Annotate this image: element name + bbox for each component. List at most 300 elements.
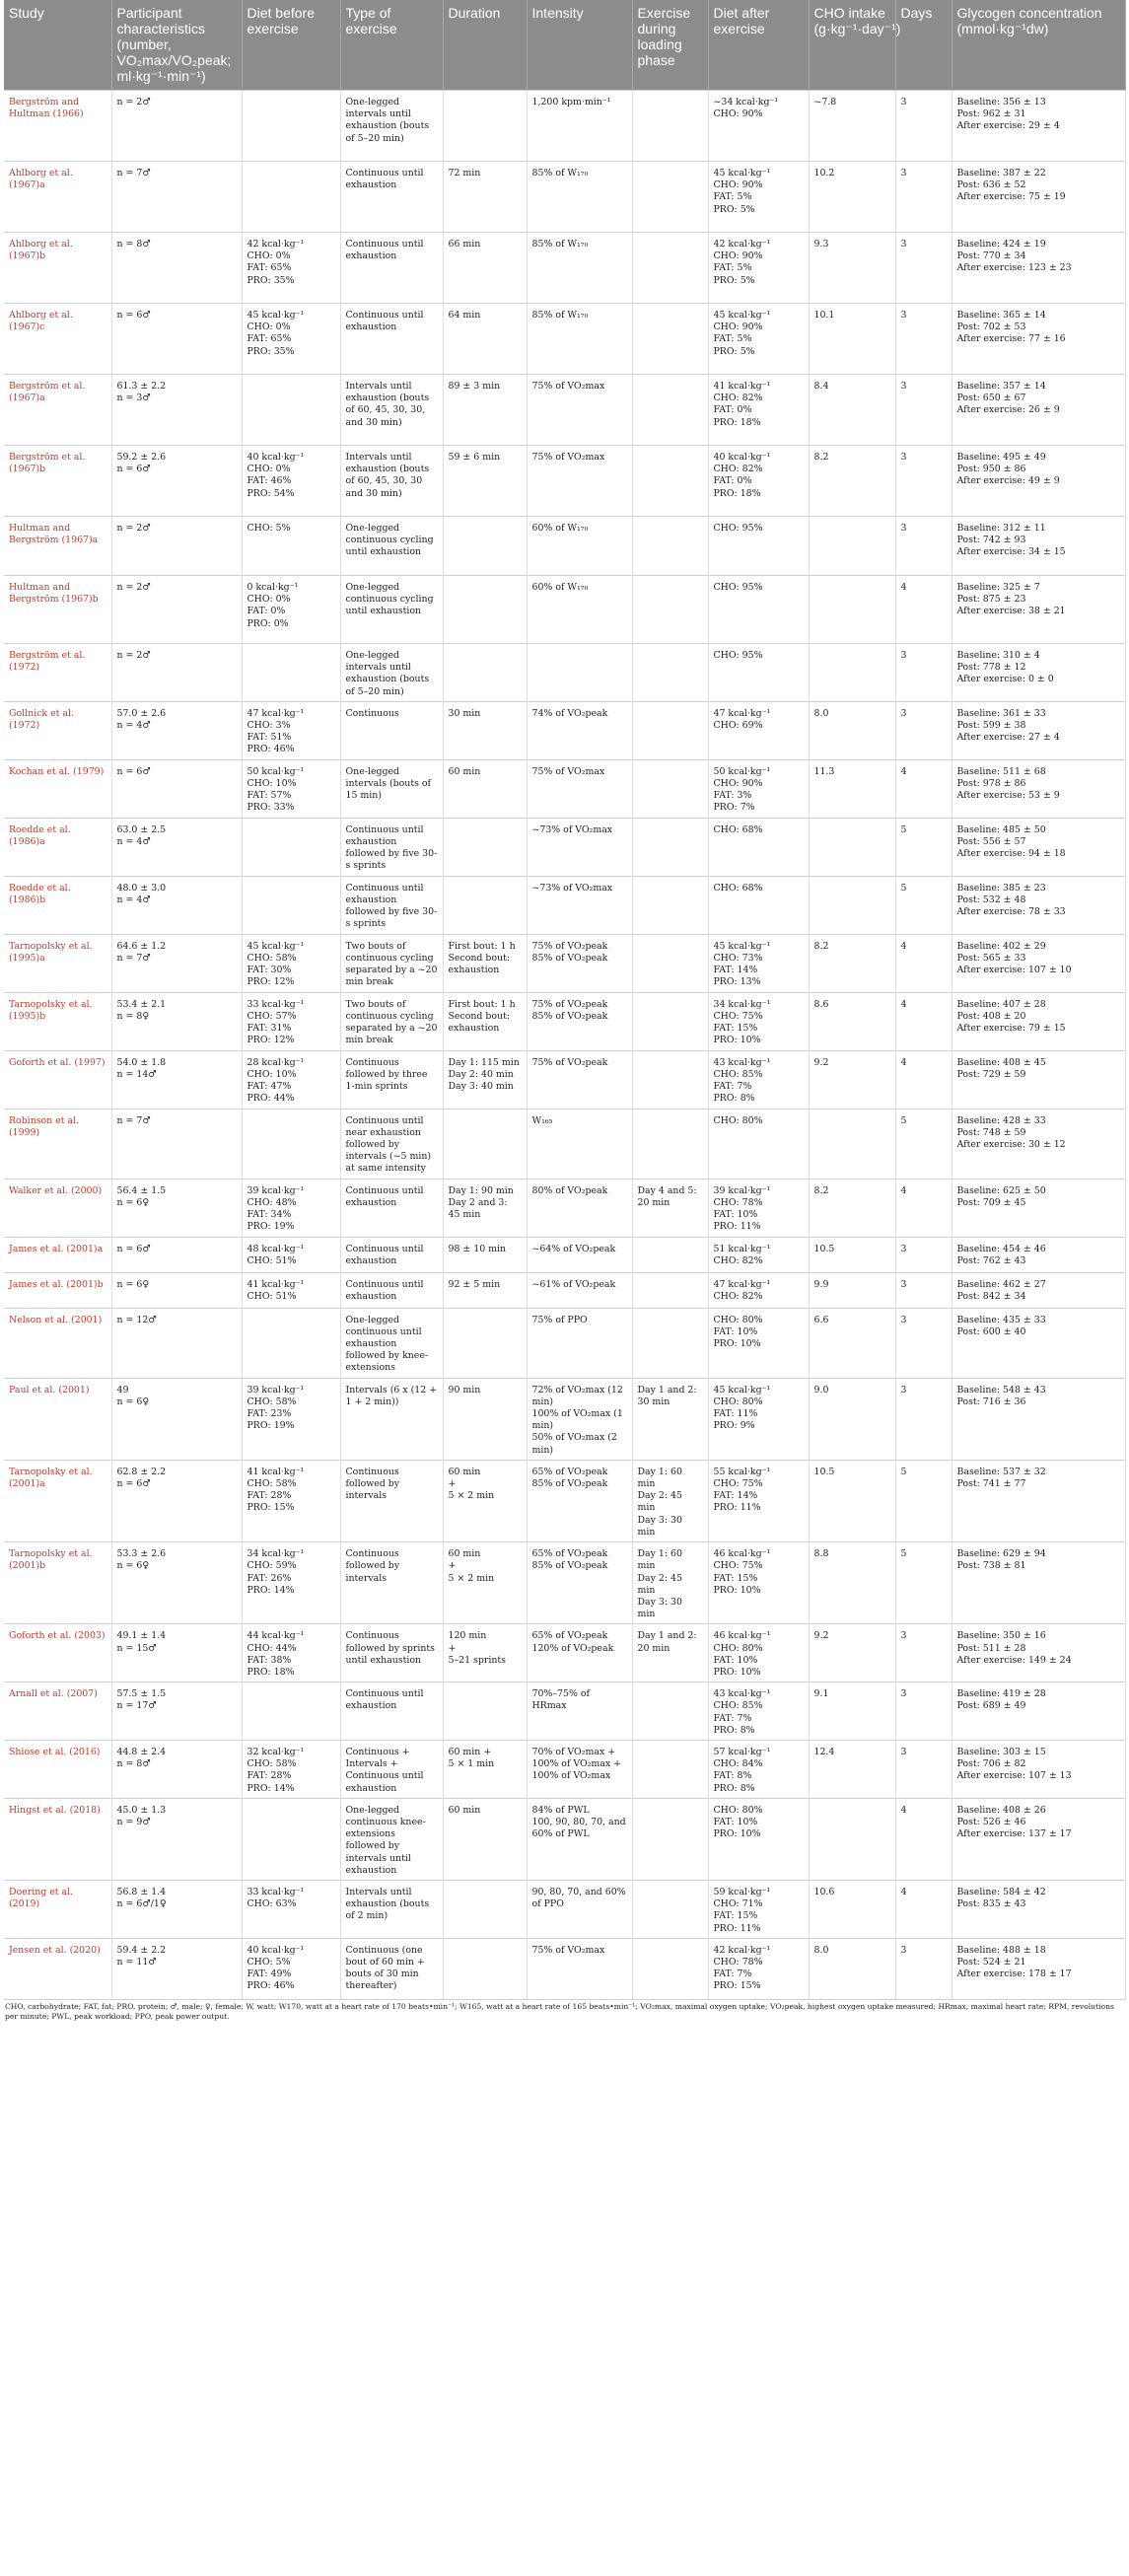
cell-line: 84% of PWL — [531, 1804, 590, 1816]
cell-line: 90, 80, 70, and 60% of PPO — [531, 1886, 626, 1910]
cell-line: CHO: 78% — [713, 1196, 763, 1208]
cell-glycogen — [952, 91, 1125, 162]
cell-line: CHO: 48% — [247, 1196, 297, 1208]
cell-line: 46 kcal·kg⁻¹ — [713, 1548, 771, 1560]
cell-line: FAT: 23% — [247, 1408, 292, 1420]
cell-line: PRO: 46% — [247, 744, 295, 755]
cell-line: 41 kcal·kg⁻¹ — [713, 381, 771, 392]
table-row — [4, 1880, 1125, 1938]
cell-days — [895, 446, 952, 517]
cell-line: n = 8♀ — [116, 1010, 150, 1022]
cell-diet-before — [242, 1682, 340, 1741]
cell-diet-after — [708, 934, 809, 992]
cell-study — [4, 759, 111, 818]
cell-diet-before — [242, 934, 340, 992]
table-row — [4, 446, 1125, 517]
table-row — [4, 517, 1125, 576]
cell-study — [4, 1880, 111, 1938]
cell-participants — [111, 1542, 242, 1624]
cell-line: 75% of PPO — [531, 1314, 588, 1325]
cell-glycogen — [952, 446, 1125, 517]
cell-line: 1,200 kpm·min⁻¹ — [531, 97, 611, 107]
cell-line: n = 4♂ — [116, 835, 151, 847]
cell-line: First bout: 1 h — [448, 940, 516, 952]
cell-intensity — [527, 1378, 632, 1460]
cell-line: FAT: 15% — [713, 1023, 758, 1035]
table-row — [4, 1938, 1125, 1999]
cell-intensity — [527, 1880, 632, 1938]
cell-line: Continuous until exhaustion — [345, 1184, 424, 1208]
cell-participants — [111, 876, 242, 934]
cell-line: 72% of VO₂max (12 min) — [531, 1384, 623, 1407]
cell-line: FAT: 26% — [247, 1572, 292, 1584]
cell-line: Post: 532 ± 48 — [956, 894, 1026, 905]
cell-duration — [443, 1880, 527, 1938]
cell-line: Post: 770 ± 34 — [956, 250, 1026, 262]
cell-line: Continuous (one bout of 60 min + bouts of 30 min thereafter) — [345, 1944, 425, 1992]
cell-study — [4, 1378, 111, 1460]
cell-line: Bergström and Hultman (1966) — [9, 97, 84, 120]
cell-line: Goforth et al. (1997) — [9, 1056, 106, 1068]
cell-line: CHO: 80% — [713, 1804, 763, 1816]
cell-line: Post: 526 ± 46 — [956, 1816, 1026, 1827]
cell-diet-after — [708, 1624, 809, 1682]
cell-line: n = 15♂ — [116, 1642, 157, 1654]
cell-line: Post: 565 ± 33 — [956, 952, 1026, 964]
table-row — [4, 375, 1125, 446]
cell-days — [895, 1740, 952, 1798]
cell-diet-after — [708, 517, 809, 576]
cell-line: PRO: 5% — [713, 274, 755, 286]
cell-line: 8.2 — [813, 1184, 829, 1196]
cell-line: PRO: 35% — [247, 345, 295, 357]
cell-line: CHO: 57% — [247, 1010, 297, 1022]
cell-line: Baseline: 312 ± 11 — [956, 523, 1046, 534]
cell-intensity — [527, 1682, 632, 1741]
cell-line: n = 2♂ — [116, 523, 151, 534]
cell-diet-after — [708, 233, 809, 304]
cell-duration — [443, 818, 527, 876]
cell-line: PRO: 54% — [247, 487, 295, 499]
cell-diet-before — [242, 1938, 340, 1999]
cell-line: 40 kcal·kg⁻¹ — [247, 1944, 305, 1956]
cell-line: 32 kcal·kg⁻¹ — [247, 1746, 305, 1757]
cell-line: 47 kcal·kg⁻¹ — [713, 707, 771, 719]
cell-line: 46 kcal·kg⁻¹ — [713, 1630, 771, 1642]
cell-line: FAT: 10% — [713, 1325, 758, 1337]
cell-glycogen — [952, 1542, 1125, 1624]
cell-glycogen — [952, 1624, 1125, 1682]
cell-diet-after — [708, 876, 809, 934]
cell-intensity — [527, 1938, 632, 1999]
cell-diet-after — [708, 818, 809, 876]
cell-line: Baseline: 454 ± 46 — [956, 1243, 1046, 1254]
cell-cho-intake — [809, 1237, 895, 1272]
cell-cho-intake — [809, 1542, 895, 1624]
cell-line: CHO: 82% — [713, 1290, 763, 1302]
cell-line: After exercise: 29 ± 4 — [956, 120, 1060, 132]
cell-loading-exercise — [632, 304, 708, 375]
cell-exercise-type — [340, 446, 443, 517]
cell-line: Continuous until exhaustion followed by five 30-s sprints — [345, 823, 438, 872]
cell-line: 89 ± 3 min — [448, 381, 501, 392]
cell-diet-before — [242, 1880, 340, 1938]
cell-glycogen — [952, 1272, 1125, 1308]
cell-line: 9.3 — [813, 239, 829, 250]
cell-line: Jensen et al. (2020) — [9, 1944, 101, 1956]
cell-glycogen — [952, 1938, 1125, 1999]
cell-line: 4 — [900, 1804, 907, 1816]
cell-line: PRO: 44% — [247, 1093, 295, 1105]
cell-line: 3 — [900, 310, 907, 321]
cell-line: 85% of VO₂peak — [531, 1010, 608, 1022]
cell-line: FAT: 38% — [247, 1654, 292, 1666]
cell-participants — [111, 1050, 242, 1109]
cell-line: Post: 748 ± 59 — [956, 1126, 1026, 1138]
cell-line: Post: 706 ± 82 — [956, 1758, 1026, 1770]
cell-line: PRO: 11% — [713, 1502, 761, 1514]
cell-line: n = 4♂ — [116, 720, 151, 732]
cell-diet-before — [242, 1272, 340, 1308]
cell-line: 75% of VO₂peak — [531, 998, 608, 1010]
cell-line: CHO: 85% — [713, 1068, 763, 1080]
cell-line: 70%–75% of HRmax — [531, 1688, 590, 1712]
cell-line: 50 kcal·kg⁻¹ — [713, 765, 771, 777]
cell-line: Tarnopolsky et al. (2001)a — [9, 1466, 93, 1490]
cell-line: PRO: 9% — [713, 1420, 755, 1432]
cell-glycogen — [952, 1050, 1125, 1109]
column-header-exercise-type: Type of exercise — [340, 0, 443, 91]
cell-line: 47 kcal·kg⁻¹ — [713, 1278, 771, 1290]
cell-line: Post: 875 ± 23 — [956, 594, 1026, 606]
cell-line: 3 — [900, 1243, 907, 1254]
cell-line: Baseline: 407 ± 28 — [956, 998, 1046, 1010]
cell-line: Robinson et al. (1999) — [9, 1114, 80, 1138]
cell-line: 3 — [900, 1314, 907, 1325]
cell-intensity — [527, 1308, 632, 1378]
cell-duration — [443, 1460, 527, 1541]
cell-line: 10.5 — [813, 1243, 835, 1254]
cell-line: ~73% of VO₂max — [531, 882, 613, 894]
cell-diet-after — [708, 576, 809, 644]
cell-line: Intervals until exhaustion (bouts of 2 min) — [345, 1886, 430, 1922]
cell-study — [4, 1740, 111, 1798]
cell-line: Continuous until exhaustion — [345, 1278, 424, 1302]
cell-days — [895, 304, 952, 375]
cell-intensity — [527, 576, 632, 644]
cell-line: FAT: 65% — [247, 262, 292, 274]
cell-days — [895, 375, 952, 446]
cell-line: Nelson et al. (2001) — [9, 1314, 103, 1325]
cell-line: CHO: 95% — [713, 523, 763, 534]
cell-line: Baseline: 408 ± 26 — [956, 1804, 1046, 1816]
cell-line: n = 3♂ — [116, 393, 151, 404]
cell-study — [4, 876, 111, 934]
cell-line: 3 — [900, 1630, 907, 1642]
cell-exercise-type — [340, 1237, 443, 1272]
header-row — [4, 0, 1125, 91]
cell-line: CHO: 95% — [713, 582, 763, 593]
cell-line: 28 kcal·kg⁻¹ — [247, 1056, 305, 1068]
cell-diet-after — [708, 1050, 809, 1109]
cell-line: Continuous until exhaustion — [345, 168, 424, 191]
cell-days — [895, 1050, 952, 1109]
cell-line: 4 — [900, 1056, 907, 1068]
cell-cho-intake — [809, 162, 895, 233]
cell-line: 34 kcal·kg⁻¹ — [247, 1548, 305, 1560]
cell-line: Day 1 and 2: 20 min — [637, 1630, 697, 1654]
table-row — [4, 1272, 1125, 1308]
cell-line: 12.4 — [813, 1746, 835, 1757]
cell-line: After exercise: 79 ± 15 — [956, 1023, 1066, 1035]
cell-line: Day 2: 40 min — [448, 1068, 514, 1080]
cell-line: 8.6 — [813, 998, 829, 1010]
cell-line: ~64% of VO₂peak — [531, 1243, 616, 1254]
cell-cho-intake — [809, 304, 895, 375]
cell-diet-before — [242, 1109, 340, 1179]
cell-diet-after — [708, 1460, 809, 1541]
cell-participants — [111, 1308, 242, 1378]
cell-study — [4, 446, 111, 517]
cell-line: CHO: 82% — [713, 1254, 763, 1266]
cell-diet-after — [708, 1682, 809, 1741]
cell-line: After exercise: 107 ± 10 — [956, 965, 1072, 976]
cell-cho-intake — [809, 1938, 895, 1999]
cell-diet-before — [242, 375, 340, 446]
cell-duration — [443, 992, 527, 1050]
cell-line: Roedde et al. (1986)a — [9, 823, 71, 847]
cell-line: 47 kcal·kg⁻¹ — [247, 707, 305, 719]
cell-line: 39 kcal·kg⁻¹ — [247, 1184, 305, 1196]
cell-line: Two bouts of continuous cycling separated by a ~20 min break — [345, 940, 438, 988]
cell-line: PRO: 10% — [713, 1035, 761, 1046]
cell-diet-before — [242, 233, 340, 304]
cell-duration — [443, 1740, 527, 1798]
cell-duration — [443, 1050, 527, 1109]
cell-diet-after — [708, 1542, 809, 1624]
cell-line: After exercise: 49 ± 9 — [956, 475, 1060, 487]
cell-participants — [111, 992, 242, 1050]
column-header-study: Study — [4, 0, 111, 91]
cell-line: 100% of VO₂max — [531, 1770, 611, 1782]
cell-diet-before — [242, 759, 340, 818]
cell-participants — [111, 1237, 242, 1272]
cell-cho-intake — [809, 701, 895, 759]
cell-exercise-type — [340, 1624, 443, 1682]
cell-cho-intake — [809, 91, 895, 162]
cell-line: n = 12♂ — [116, 1314, 157, 1325]
cell-days — [895, 1542, 952, 1624]
cell-line: 39 kcal·kg⁻¹ — [713, 1184, 771, 1196]
cell-line: 60 min — [448, 1804, 481, 1816]
cell-line: 42 kcal·kg⁻¹ — [713, 239, 771, 250]
cell-study — [4, 1272, 111, 1308]
cell-line: 54.0 ± 1.8 — [116, 1056, 167, 1068]
cell-glycogen — [952, 701, 1125, 759]
cell-line: 57.0 ± 2.6 — [116, 707, 167, 719]
table-row — [4, 818, 1125, 876]
cell-line: 85% of VO₂peak — [531, 952, 608, 964]
cell-line: CHO: 0% — [247, 594, 291, 606]
table-row — [4, 1460, 1125, 1541]
cell-line: CHO: 58% — [247, 1478, 297, 1490]
cell-line: 48 kcal·kg⁻¹ — [247, 1243, 305, 1254]
cell-intensity — [527, 1460, 632, 1541]
cell-line: n = 7♂ — [116, 1114, 151, 1126]
cell-line: Baseline: 511 ± 68 — [956, 765, 1046, 777]
cell-line: Day 1 and 2: 30 min — [637, 1384, 697, 1407]
cell-cho-intake — [809, 1179, 895, 1237]
column-header-diet-before: Diet before exercise — [242, 0, 340, 91]
cell-days — [895, 576, 952, 644]
cell-diet-before — [242, 1308, 340, 1378]
cell-line: Walker et al. (2000) — [9, 1184, 103, 1196]
cell-line: FAT: 28% — [247, 1770, 292, 1782]
cell-line: 85% of W₁₇₀ — [531, 310, 589, 321]
cell-line: 3 — [900, 650, 907, 661]
cell-line: 8.2 — [813, 452, 829, 463]
cell-intensity — [527, 1109, 632, 1179]
cell-line: After exercise: 78 ± 33 — [956, 906, 1066, 918]
cell-line: 85% of VO₂peak — [531, 1478, 608, 1490]
cell-line: PRO: 18% — [247, 1666, 295, 1678]
cell-line: 42 kcal·kg⁻¹ — [247, 239, 305, 250]
cell-line: CHO: 58% — [247, 1758, 297, 1770]
cell-line: CHO: 68% — [713, 882, 763, 894]
cell-line: n = 9♂ — [116, 1816, 151, 1827]
cell-line: After exercise: 30 ± 12 — [956, 1139, 1066, 1151]
cell-line: PRO: 14% — [247, 1584, 295, 1596]
cell-line: Second bout: exhaustion — [448, 1010, 510, 1035]
cell-line: James et al. (2001)a — [9, 1243, 104, 1254]
table-row — [4, 233, 1125, 304]
cell-duration — [443, 1308, 527, 1378]
cell-days — [895, 818, 952, 876]
cell-intensity — [527, 1740, 632, 1798]
cell-glycogen — [952, 1682, 1125, 1741]
cell-line: 3 — [900, 1688, 907, 1700]
cell-participants — [111, 1378, 242, 1460]
table-row — [4, 1050, 1125, 1109]
cell-study — [4, 576, 111, 644]
cell-participants — [111, 1938, 242, 1999]
cell-line: 48.0 ± 3.0 — [116, 882, 167, 894]
cell-line: 43 kcal·kg⁻¹ — [713, 1688, 771, 1700]
cell-line: 85% of VO₂peak — [531, 1560, 608, 1572]
cell-line: FAT: 7% — [713, 1712, 752, 1724]
cell-days — [895, 1308, 952, 1378]
cell-line: PRO: 19% — [247, 1221, 295, 1233]
cell-line: n = 7♂ — [116, 168, 151, 179]
cell-duration — [443, 91, 527, 162]
cell-line: 3 — [900, 239, 907, 250]
cell-line: 4 — [900, 582, 907, 593]
cell-study — [4, 1682, 111, 1741]
cell-line: 85% of W₁₇₀ — [531, 239, 589, 250]
cell-cho-intake — [809, 1880, 895, 1938]
cell-line: CHO: 90% — [713, 179, 763, 191]
cell-line: Continuous until exhaustion — [345, 310, 424, 333]
cell-line: 64 min — [448, 310, 481, 321]
cell-duration — [443, 1272, 527, 1308]
cell-line: n = 6♂ — [116, 464, 151, 475]
cell-line: 3 — [900, 1746, 907, 1757]
table-row — [4, 91, 1125, 162]
cell-study — [4, 375, 111, 446]
cell-line: 8.4 — [813, 381, 829, 392]
cell-line: 3 — [900, 97, 907, 107]
cell-line: Baseline: 462 ± 27 — [956, 1278, 1046, 1290]
cell-line: 5 × 1 min — [448, 1758, 495, 1770]
cell-line: 42 kcal·kg⁻¹ — [713, 1944, 771, 1956]
cell-intensity — [527, 1542, 632, 1624]
cell-line: CHO: 59% — [247, 1560, 297, 1572]
cell-diet-before — [242, 992, 340, 1050]
cell-line: CHO: 90% — [713, 777, 763, 789]
cell-glycogen — [952, 1798, 1125, 1880]
cell-diet-before — [242, 701, 340, 759]
cell-line: Post: 599 ± 38 — [956, 720, 1026, 732]
cell-cho-intake — [809, 644, 895, 702]
cell-line: Post: 408 ± 20 — [956, 1010, 1026, 1022]
cell-line: Baseline: 303 ± 15 — [956, 1746, 1046, 1757]
cell-diet-after — [708, 1308, 809, 1378]
cell-line: Day 2: 45 min — [637, 1572, 682, 1596]
cell-diet-before — [242, 446, 340, 517]
cell-line: 5 — [900, 1114, 907, 1126]
cell-line: FAT: 14% — [713, 965, 758, 976]
cell-glycogen — [952, 1109, 1125, 1179]
cell-cho-intake — [809, 1378, 895, 1460]
table-row — [4, 1798, 1125, 1880]
cell-line: 98 ± 10 min — [448, 1243, 507, 1254]
cell-line: Shiose et al. (2016) — [9, 1746, 101, 1757]
cell-line: Baseline: 584 ± 42 — [956, 1886, 1046, 1897]
cell-line: Baseline: 365 ± 14 — [956, 310, 1046, 321]
cell-line: 56.8 ± 1.4 — [116, 1886, 167, 1897]
cell-intensity — [527, 934, 632, 992]
cell-line: FAT: 14% — [713, 1490, 758, 1502]
cell-exercise-type — [340, 162, 443, 233]
cell-line: Baseline: 495 ± 49 — [956, 452, 1046, 463]
cell-study — [4, 1109, 111, 1179]
table-row — [4, 992, 1125, 1050]
cell-intensity — [527, 818, 632, 876]
cell-cho-intake — [809, 1740, 895, 1798]
cell-cho-intake — [809, 446, 895, 517]
cell-line: 3 — [900, 168, 907, 179]
table-row — [4, 701, 1125, 759]
cell-days — [895, 91, 952, 162]
cell-line: CHO: 0% — [247, 322, 291, 333]
cell-line: FAT: 15% — [713, 1910, 758, 1922]
cell-line: Post: 729 ± 59 — [956, 1068, 1026, 1080]
cell-line: 90 min — [448, 1384, 481, 1395]
cell-line: Post: 742 ± 93 — [956, 535, 1026, 546]
cell-duration — [443, 701, 527, 759]
cell-line: Baseline: 402 ± 29 — [956, 940, 1046, 952]
cell-line: 75% of VO₂peak — [531, 1056, 608, 1068]
cell-loading-exercise — [632, 1938, 708, 1999]
cell-line: CHO: 58% — [247, 1395, 297, 1407]
cell-line: n = 8♂ — [116, 239, 151, 250]
cell-line: 4 — [900, 1184, 907, 1196]
cell-line: 75% of VO₂max — [531, 765, 605, 777]
cell-exercise-type — [340, 1740, 443, 1798]
cell-line: Baseline: 361 ± 33 — [956, 707, 1046, 719]
cell-line: PRO: 8% — [713, 1782, 755, 1794]
cell-exercise-type — [340, 1378, 443, 1460]
